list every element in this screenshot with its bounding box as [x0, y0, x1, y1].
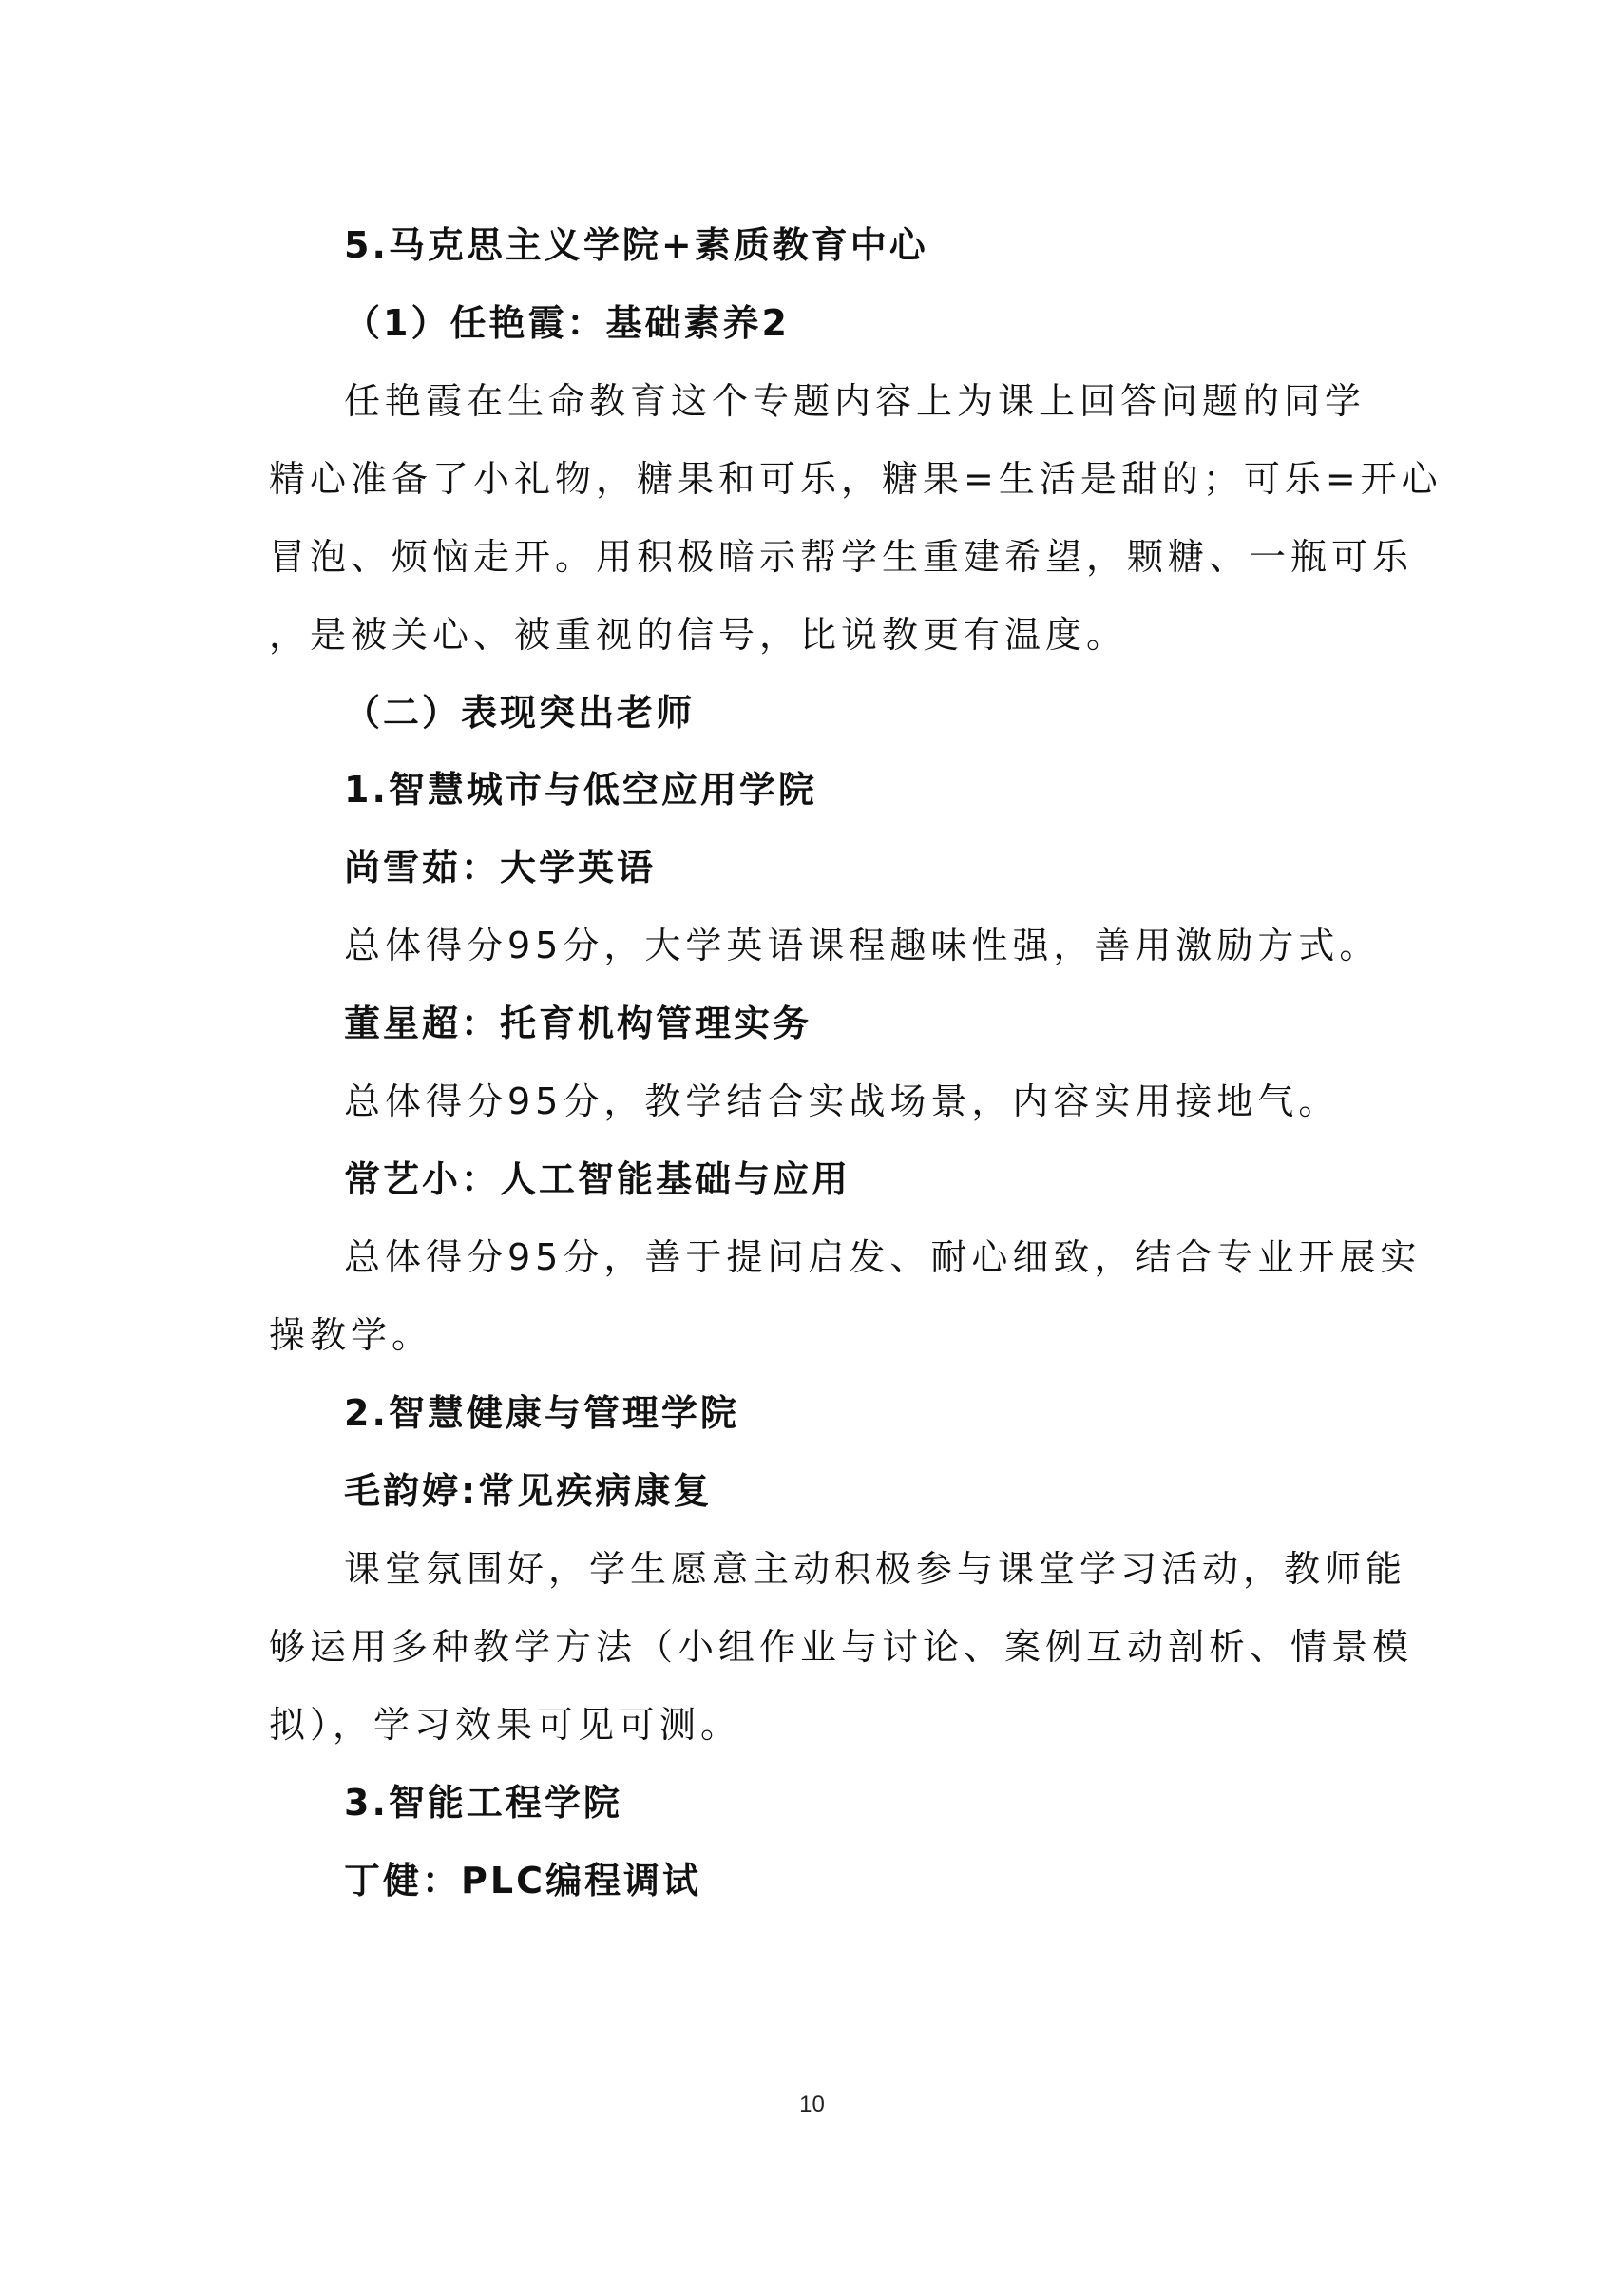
teacher-course: 丁健：PLC编程调试	[344, 1860, 701, 1901]
paragraph-line: ，是被关心、被重视的信号，比说教更有温度。	[269, 614, 1128, 656]
paragraph-line: 任艳霞在生命教育这个专题内容上为课上回答问题的同学	[344, 380, 1366, 422]
teacher-course: 毛韵婷:常见疾病康复	[344, 1470, 713, 1512]
teacher-comment: 课堂氛围好，学生愿意主动积极参与课堂学习活动，教师能	[344, 1548, 1407, 1590]
college-heading: 3.智能工程学院	[344, 1782, 622, 1824]
page-number: 10	[799, 2092, 825, 2117]
section-heading: 5.马克思主义学院+素质教育中心	[344, 224, 928, 266]
paragraph-line: 精心准备了小礼物，糖果和可乐，糖果=生活是甜的；可乐=开心	[269, 458, 1442, 500]
paragraph-line: 冒泡、烦恼走开。用积极暗示帮学生重建希望，颗糖、一瓶可乐	[269, 536, 1414, 578]
teacher-course: 尚雪茹：大学英语	[344, 847, 657, 889]
teacher-comment: 总体得分95分，大学英语课程趣味性强，善用激励方式。	[344, 925, 1381, 966]
teacher-comment: 拟），学习效果可见可测。	[269, 1704, 742, 1746]
college-heading: 2.智慧健康与管理学院	[344, 1392, 739, 1434]
teacher-comment: 总体得分95分，教学结合实战场景，内容实用接地气。	[344, 1080, 1340, 1122]
college-heading: 1.智慧城市与低空应用学院	[344, 769, 817, 811]
teacher-comment: 操教学。	[269, 1314, 433, 1356]
item-heading: （1）任艳霞：基础素养2	[344, 302, 790, 344]
teacher-comment: 够运用多种教学方法（小组作业与讨论、案例互动剖析、情景模	[269, 1626, 1414, 1668]
teacher-course: 董星超：托育机构管理实务	[344, 1003, 812, 1044]
teacher-comment: 总体得分95分，善于提问启发、耐心细致，结合专业开展实	[344, 1236, 1422, 1278]
teacher-course: 常艺小：人工智能基础与应用	[344, 1158, 851, 1200]
section-heading: （二）表现突出老师	[344, 692, 696, 734]
